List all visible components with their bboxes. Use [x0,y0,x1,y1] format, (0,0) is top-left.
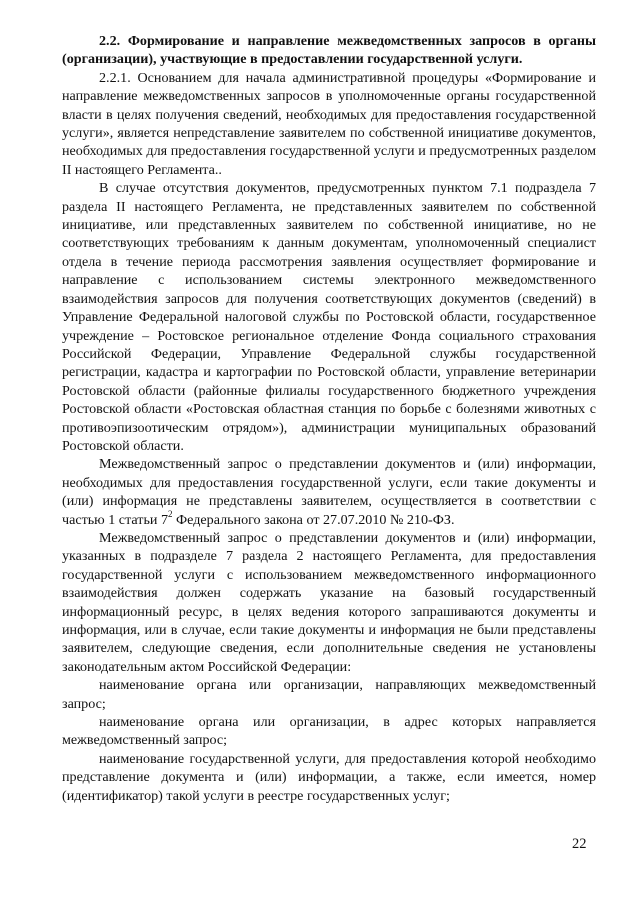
document-page [62,32,596,805]
list-item-recipient-name: наименование органа или организации, в адрес которых направляется межведомственный запрос; [62,714,596,749]
list-item-sender-name: наименование органа или организации, направляющих межведомственный запрос; [62,677,596,712]
law-text-after: Федерального закона от 27.07.2010 № 210-ФЗ. [172,511,455,528]
law-text-before: Межведомственный запрос о представлении документов и (или) информации, необходимых для предоставления государственной услуги, если такие документы и (или) информация не представлены заявителем, осуществляется в соответствии с частью 1 статьи 7 [62,456,596,528]
list-item-service-name: наименование государственной услуги, для предоставления которой необходимо представление документа и (или) информации, а также, если имеется, номер (идентификатор) такой услуги в реестре государственных услуг; [62,750,596,804]
page-number: 22 [572,836,587,852]
paragraph-law-reference [62,455,596,529]
paragraph-request-content: Межведомственный запрос о представлении документов и (или) информации, указанных в подразделе 7 раздела 2 настоящего Регламента, для предоставления государственной услуги с использованием межведомственного информационного взаимодействия должен содержать указание на базовый государственный информационный ресурс, в целях ведения которого запрашиваются документы и информация, или в случае, если такие документы и информация не были представлены заявителем, следующие сведения, если дополнительные сведения не установлены законодательным актом Российской Федерации: [62,529,596,675]
paragraph-absence-of-documents: В случае отсутствия документов, предусмотренных пунктом 7.1 подраздела 7 раздела II настоящего Регламента, не представленных заявителем по собственной инициативе, или представленных заявителем по собственной инициативе, но не соответствующих требованиям к данным документам, уполномоченный специалист отдела в течение периода рассмотрения заявления осуществляет формирование и направление с использованием системы электронного межведомственного взаимодействия запросов для получения соответствующих документов (сведений) в Управление Федеральной налоговой службы по Ростовской области, государственное учреждение – Ростовское региональное отделение Фонда социального страхования Российской Федерации, Управление Федеральной службы государственной регистрации, кадастра и картографии по Ростовской области, управление ветеринарии Ростовской области (районные филиалы государственного бюджетного учреждения Ростовской области «Ростовская областная станция по борьбе с болезнями животных с противоэпизоотическим отрядом»), администрации муниципальных образований Ростовской области. [62,180,596,454]
section-heading: 2.2. Формирование и направление межведомственных запросов в органы (организации), участвующие в предоставлении государственной услуги. [62,33,596,68]
article-superscript: 2 [168,508,173,519]
paragraph-basis: 2.2.1. Основанием для начала административной процедуры «Формирование и направление межведомственных запросов в уполномоченные органы государственной власти в целях получения сведений, необходимых для предоставления государственной услуги», является непредставление заявителем по собственной инициативе документов, необходимых для предоставления государственной услуги и предусмотренных разделом II настоящего Регламента.. [62,69,596,178]
